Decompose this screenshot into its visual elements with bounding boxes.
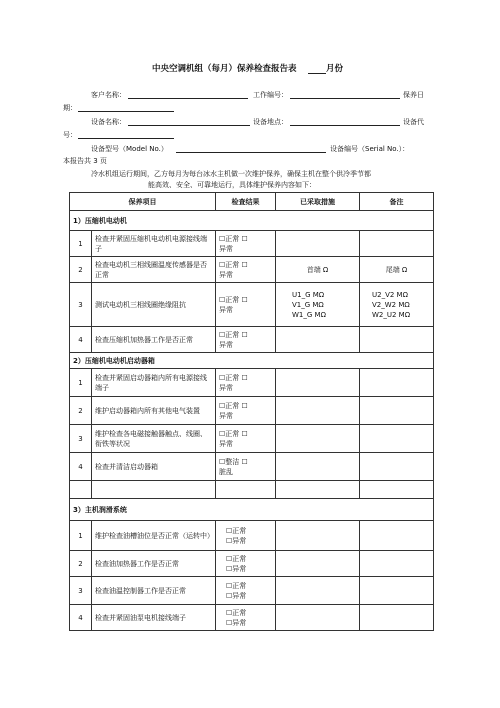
row-item: 检查压缩机加热器工作是否正常: [92, 327, 216, 353]
row-note[interactable]: [360, 453, 434, 481]
row-item: 检查并紧固油泵电机接线端子: [92, 605, 216, 631]
table-header-row: [70, 193, 434, 211]
row-result[interactable]: ☐正常 ☐ 异常: [216, 425, 276, 453]
row-note[interactable]: [360, 231, 434, 257]
row-measure[interactable]: [276, 453, 360, 481]
row-note[interactable]: [360, 327, 434, 353]
intro-line-1: 冷水机组运行期间，乙方每月为每台冰水主机做一次维护保养，确保主机在整个供冷季节都: [91, 170, 371, 178]
row-no: 3: [70, 425, 92, 453]
row-measure[interactable]: [276, 605, 360, 631]
month-suffix: 月份: [326, 64, 344, 74]
row-measure[interactable]: [276, 397, 360, 425]
row-item: 检查并紧固压缩机电动机电源接线端子: [92, 231, 216, 257]
row-result[interactable]: ☐正常 ☐异常: [216, 605, 276, 631]
table-row: [70, 605, 434, 631]
row-item: 测试电动机三相线圈绝缘阻抗: [92, 283, 216, 327]
maintenance-table: [69, 192, 434, 631]
row-measure[interactable]: [276, 369, 360, 397]
row-item: 检查油加热器工作是否正常: [92, 551, 216, 577]
row-no: 3: [70, 577, 92, 605]
row-no: 3: [70, 283, 92, 327]
date-label-cont: 期：: [63, 104, 77, 112]
device-blank[interactable]: [128, 117, 250, 126]
row-note[interactable]: [360, 605, 434, 631]
row-no: 2: [70, 397, 92, 425]
table-row: [70, 397, 434, 425]
section-title-1: 1）压缩机电动机: [70, 211, 434, 231]
row-result[interactable]: ☐正常 ☐ 异常: [216, 231, 276, 257]
row-measure[interactable]: [276, 425, 360, 453]
code-label-cont: 号：: [63, 131, 77, 139]
row-item: 维护启动器箱内所有其他电气装置: [92, 397, 216, 425]
row-note[interactable]: U2_V2 MΩ V2_W2 MΩ W2_U2 MΩ: [360, 283, 434, 327]
row-no: 1: [70, 521, 92, 551]
row-note[interactable]: [360, 397, 434, 425]
table-row: [70, 453, 434, 481]
row-item: 检查并紧固启动器箱内所有电源接线端子: [92, 369, 216, 397]
header-measure: 已采取措施: [276, 193, 360, 211]
section-row: [70, 353, 434, 369]
date-label: 保养日: [403, 91, 424, 99]
table-row: [70, 551, 434, 577]
model-blank[interactable]: [176, 144, 326, 153]
row-result[interactable]: ☐正常 ☐异常: [216, 551, 276, 577]
header-note: 备注: [360, 193, 434, 211]
row-result[interactable]: ☐正常 ☐异常: [216, 577, 276, 605]
table-row: [70, 521, 434, 551]
row-no: 4: [70, 327, 92, 353]
table-row-blank: [70, 481, 434, 499]
pages-note: 本报告共 3 页: [63, 157, 107, 165]
customer-blank[interactable]: [128, 90, 248, 99]
table-row: [70, 425, 434, 453]
table-row: [70, 283, 434, 327]
table-row: [70, 231, 434, 257]
header-item: 保养项目: [70, 193, 216, 211]
row-result[interactable]: ☐正常 ☐ 异常: [216, 369, 276, 397]
row-measure[interactable]: U1_G MΩ V1_G MΩ W1_G MΩ: [276, 283, 360, 327]
location-label: 设备地点：: [253, 118, 288, 126]
row-result[interactable]: ☐整洁 ☐ 脏乱: [216, 453, 276, 481]
month-field: [308, 62, 343, 74]
section-title-2: 2）压缩机电动机启动器箱: [70, 353, 434, 369]
customer-label: 客户名称：: [91, 91, 126, 99]
row-no: 1: [70, 369, 92, 397]
project-label: 工作编号：: [253, 91, 288, 99]
date-blank[interactable]: [78, 103, 174, 112]
row-result[interactable]: ☐正常 ☐ 异常: [216, 257, 276, 283]
row-note[interactable]: [360, 551, 434, 577]
row-no: 4: [70, 453, 92, 481]
row-measure[interactable]: [276, 551, 360, 577]
row-item: 检查油温控制器工作是否正常: [92, 577, 216, 605]
device-label: 设备名称：: [91, 118, 126, 126]
row-measure[interactable]: 首端 Ω: [276, 257, 360, 283]
row-note[interactable]: 尾端 Ω: [360, 257, 434, 283]
table-row: [70, 577, 434, 605]
header-result: 检查结果: [216, 193, 276, 211]
section-row: [70, 499, 434, 521]
row-note[interactable]: [360, 369, 434, 397]
row-result[interactable]: ☐正常 ☐ 异常: [216, 283, 276, 327]
code-label: 设备代: [403, 118, 424, 126]
row-no: 2: [70, 257, 92, 283]
row-result[interactable]: ☐正常 ☐ 异常: [216, 327, 276, 353]
row-item: 检查电动机三相线圈温度传感器是否正常: [92, 257, 216, 283]
row-no: 4: [70, 605, 92, 631]
row-item: 维护检查各电磁接触器触点、线圈、衔铁等状况: [92, 425, 216, 453]
section-title-3: 3）主机润滑系统: [70, 499, 434, 521]
row-no: 1: [70, 231, 92, 257]
section-row: [70, 211, 434, 231]
row-measure[interactable]: [276, 577, 360, 605]
code-blank[interactable]: [78, 130, 174, 139]
page-title: 中央空调机组（每月）保养检查报告表: [152, 64, 297, 74]
row-note[interactable]: [360, 577, 434, 605]
row-item: 检查并清洁启动器箱: [92, 453, 216, 481]
row-note[interactable]: [360, 425, 434, 453]
row-item: 维护检查油槽油位是否正常（运转中）: [92, 521, 216, 551]
intro-line-2: 能高效、安全、可靠地运行，具体维护保养内容如下：: [148, 181, 316, 189]
month-blank[interactable]: [308, 65, 326, 74]
table-row: [70, 257, 434, 283]
serial-label: 设备编号（Serial No.）：: [330, 145, 410, 153]
row-note[interactable]: [360, 521, 434, 551]
row-result[interactable]: ☐正常 ☐ 异常: [216, 397, 276, 425]
table-row: [70, 327, 434, 353]
row-measure[interactable]: [276, 521, 360, 551]
row-measure[interactable]: [276, 327, 360, 353]
location-blank[interactable]: [290, 117, 400, 126]
row-no: 2: [70, 551, 92, 577]
row-result[interactable]: ☐正常 ☐异常: [216, 521, 276, 551]
row-measure[interactable]: [276, 231, 360, 257]
project-blank[interactable]: [290, 90, 400, 99]
model-label: 设备型号（Model No.）: [91, 145, 168, 153]
table-row: [70, 369, 434, 397]
